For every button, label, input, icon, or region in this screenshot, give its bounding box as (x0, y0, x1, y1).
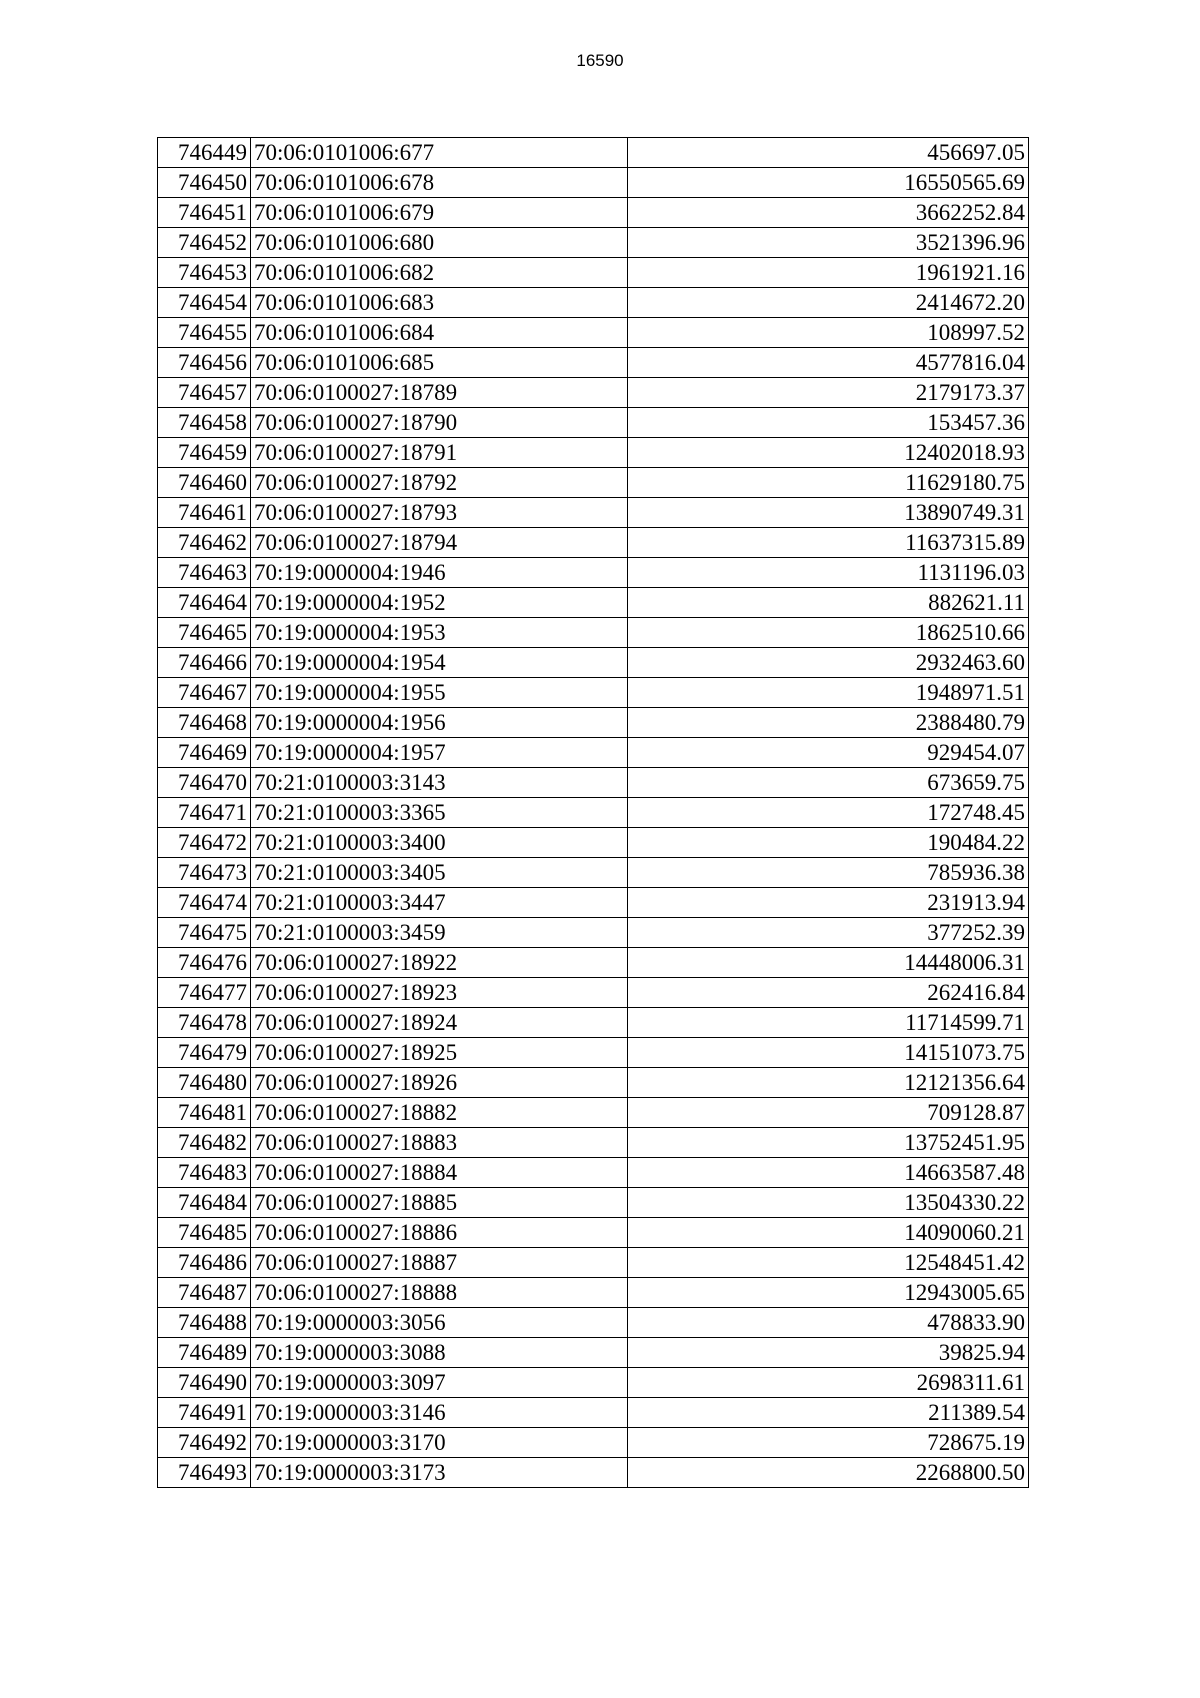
cadastral-value-cell: 172748.45 (628, 798, 1029, 828)
row-number-cell: 746472 (158, 828, 251, 858)
cadastral-number-cell: 70:06:0100027:18888 (251, 1278, 628, 1308)
table-row (158, 348, 1029, 378)
cadastral-number-cell: 70:06:0100027:18924 (251, 1008, 628, 1038)
cadastral-value-cell: 11629180.75 (628, 468, 1029, 498)
table-row (158, 678, 1029, 708)
cadastral-value-cell: 14448006.31 (628, 948, 1029, 978)
cadastral-value-cell: 13504330.22 (628, 1188, 1029, 1218)
row-number-cell: 746459 (158, 438, 251, 468)
cadastral-value-cell: 456697.05 (628, 138, 1029, 168)
row-number-cell: 746485 (158, 1218, 251, 1248)
row-number-cell: 746492 (158, 1428, 251, 1458)
row-number-cell: 746452 (158, 228, 251, 258)
row-number-cell: 746457 (158, 378, 251, 408)
row-number-cell: 746483 (158, 1158, 251, 1188)
table-row (158, 318, 1029, 348)
table-row (158, 738, 1029, 768)
row-number-cell: 746486 (158, 1248, 251, 1278)
table-row (158, 798, 1029, 828)
cadastral-value-cell: 3521396.96 (628, 228, 1029, 258)
cadastral-number-cell: 70:19:0000004:1952 (251, 588, 628, 618)
cadastral-value-cell: 929454.07 (628, 738, 1029, 768)
table-row (158, 948, 1029, 978)
cadastral-number-cell: 70:19:0000004:1956 (251, 708, 628, 738)
row-number-cell: 746480 (158, 1068, 251, 1098)
cadastral-value-table (157, 137, 1029, 1488)
table-row (158, 528, 1029, 558)
table-row (158, 1458, 1029, 1488)
row-number-cell: 746461 (158, 498, 251, 528)
cadastral-number-cell: 70:21:0100003:3447 (251, 888, 628, 918)
row-number-cell: 746469 (158, 738, 251, 768)
cadastral-number-cell: 70:06:0100027:18792 (251, 468, 628, 498)
table-row (158, 1098, 1029, 1128)
table-row (158, 228, 1029, 258)
cadastral-value-cell: 2268800.50 (628, 1458, 1029, 1488)
cadastral-number-cell: 70:21:0100003:3143 (251, 768, 628, 798)
table-row (158, 648, 1029, 678)
cadastral-number-cell: 70:06:0100027:18886 (251, 1218, 628, 1248)
row-number-cell: 746484 (158, 1188, 251, 1218)
cadastral-value-cell: 785936.38 (628, 858, 1029, 888)
cadastral-value-cell: 12548451.42 (628, 1248, 1029, 1278)
cadastral-number-cell: 70:06:0100027:18794 (251, 528, 628, 558)
table-row (158, 1278, 1029, 1308)
cadastral-number-cell: 70:19:0000004:1953 (251, 618, 628, 648)
cadastral-number-cell: 70:06:0101006:678 (251, 168, 628, 198)
table-row (158, 1128, 1029, 1158)
cadastral-number-cell: 70:06:0100027:18883 (251, 1128, 628, 1158)
row-number-cell: 746453 (158, 258, 251, 288)
cadastral-value-cell: 377252.39 (628, 918, 1029, 948)
row-number-cell: 746479 (158, 1038, 251, 1068)
cadastral-number-cell: 70:19:0000003:3170 (251, 1428, 628, 1458)
table-body (158, 138, 1029, 1488)
row-number-cell: 746464 (158, 588, 251, 618)
cadastral-value-cell: 709128.87 (628, 1098, 1029, 1128)
cadastral-number-cell: 70:06:0100027:18793 (251, 498, 628, 528)
cadastral-number-cell: 70:19:0000003:3088 (251, 1338, 628, 1368)
cadastral-number-cell: 70:06:0100027:18789 (251, 378, 628, 408)
cadastral-value-cell: 2932463.60 (628, 648, 1029, 678)
table-row (158, 1338, 1029, 1368)
table-row (158, 1368, 1029, 1398)
table-row (158, 198, 1029, 228)
table-row (158, 858, 1029, 888)
table-row (158, 918, 1029, 948)
cadastral-number-cell: 70:06:0100027:18922 (251, 948, 628, 978)
cadastral-value-cell: 1961921.16 (628, 258, 1029, 288)
cadastral-number-cell: 70:21:0100003:3365 (251, 798, 628, 828)
row-number-cell: 746470 (158, 768, 251, 798)
cadastral-value-cell: 882621.11 (628, 588, 1029, 618)
table-row (158, 618, 1029, 648)
cadastral-number-cell: 70:19:0000004:1955 (251, 678, 628, 708)
cadastral-number-cell: 70:06:0100027:18791 (251, 438, 628, 468)
table-row (158, 438, 1029, 468)
cadastral-number-cell: 70:19:0000003:3146 (251, 1398, 628, 1428)
cadastral-value-cell: 231913.94 (628, 888, 1029, 918)
row-number-cell: 746481 (158, 1098, 251, 1128)
row-number-cell: 746489 (158, 1338, 251, 1368)
cadastral-value-cell: 16550565.69 (628, 168, 1029, 198)
cadastral-value-cell: 12402018.93 (628, 438, 1029, 468)
cadastral-value-cell: 3662252.84 (628, 198, 1029, 228)
table-row (158, 1068, 1029, 1098)
table-row (158, 1428, 1029, 1458)
cadastral-number-cell: 70:06:0101006:682 (251, 258, 628, 288)
cadastral-value-cell: 11714599.71 (628, 1008, 1029, 1038)
row-number-cell: 746450 (158, 168, 251, 198)
row-number-cell: 746473 (158, 858, 251, 888)
cadastral-value-cell: 13752451.95 (628, 1128, 1029, 1158)
row-number-cell: 746490 (158, 1368, 251, 1398)
cadastral-number-cell: 70:19:0000003:3097 (251, 1368, 628, 1398)
cadastral-number-cell: 70:19:0000003:3056 (251, 1308, 628, 1338)
table-row (158, 1038, 1029, 1068)
row-number-cell: 746466 (158, 648, 251, 678)
cadastral-number-cell: 70:06:0101006:679 (251, 198, 628, 228)
table-row (158, 1008, 1029, 1038)
cadastral-value-cell: 14090060.21 (628, 1218, 1029, 1248)
row-number-cell: 746476 (158, 948, 251, 978)
cadastral-number-cell: 70:06:0100027:18887 (251, 1248, 628, 1278)
cadastral-value-cell: 108997.52 (628, 318, 1029, 348)
row-number-cell: 746471 (158, 798, 251, 828)
table-row (158, 768, 1029, 798)
cadastral-number-cell: 70:06:0100027:18882 (251, 1098, 628, 1128)
cadastral-number-cell: 70:06:0101006:683 (251, 288, 628, 318)
cadastral-number-cell: 70:21:0100003:3405 (251, 858, 628, 888)
table-row (158, 1218, 1029, 1248)
cadastral-value-cell: 2698311.61 (628, 1368, 1029, 1398)
table-row (158, 588, 1029, 618)
cadastral-value-cell: 478833.90 (628, 1308, 1029, 1338)
cadastral-number-cell: 70:06:0101006:680 (251, 228, 628, 258)
cadastral-value-cell: 211389.54 (628, 1398, 1029, 1428)
row-number-cell: 746482 (158, 1128, 251, 1158)
cadastral-value-cell: 12943005.65 (628, 1278, 1029, 1308)
table-row (158, 498, 1029, 528)
row-number-cell: 746465 (158, 618, 251, 648)
cadastral-value-cell: 13890749.31 (628, 498, 1029, 528)
row-number-cell: 746488 (158, 1308, 251, 1338)
cadastral-number-cell: 70:06:0100027:18925 (251, 1038, 628, 1068)
cadastral-value-cell: 1948971.51 (628, 678, 1029, 708)
row-number-cell: 746463 (158, 558, 251, 588)
row-number-cell: 746458 (158, 408, 251, 438)
cadastral-number-cell: 70:06:0101006:677 (251, 138, 628, 168)
cadastral-value-cell: 14151073.75 (628, 1038, 1029, 1068)
cadastral-number-cell: 70:06:0100027:18926 (251, 1068, 628, 1098)
cadastral-value-cell: 11637315.89 (628, 528, 1029, 558)
row-number-cell: 746491 (158, 1398, 251, 1428)
table-row (158, 1158, 1029, 1188)
row-number-cell: 746467 (158, 678, 251, 708)
table-row (158, 288, 1029, 318)
cadastral-number-cell: 70:19:0000004:1946 (251, 558, 628, 588)
row-number-cell: 746456 (158, 348, 251, 378)
table-row (158, 1308, 1029, 1338)
row-number-cell: 746460 (158, 468, 251, 498)
cadastral-value-cell: 4577816.04 (628, 348, 1029, 378)
row-number-cell: 746478 (158, 1008, 251, 1038)
table-row (158, 138, 1029, 168)
table-row (158, 558, 1029, 588)
row-number-cell: 746474 (158, 888, 251, 918)
cadastral-value-cell: 12121356.64 (628, 1068, 1029, 1098)
table-row (158, 1248, 1029, 1278)
cadastral-number-cell: 70:06:0100027:18885 (251, 1188, 628, 1218)
row-number-cell: 746487 (158, 1278, 251, 1308)
cadastral-value-cell: 153457.36 (628, 408, 1029, 438)
cadastral-value-cell: 728675.19 (628, 1428, 1029, 1458)
table-row (158, 168, 1029, 198)
cadastral-value-cell: 1131196.03 (628, 558, 1029, 588)
row-number-cell: 746468 (158, 708, 251, 738)
table-row (158, 828, 1029, 858)
row-number-cell: 746475 (158, 918, 251, 948)
table-row (158, 258, 1029, 288)
row-number-cell: 746477 (158, 978, 251, 1008)
cadastral-number-cell: 70:19:0000003:3173 (251, 1458, 628, 1488)
cadastral-value-cell: 190484.22 (628, 828, 1029, 858)
table-row (158, 1398, 1029, 1428)
cadastral-value-cell: 2388480.79 (628, 708, 1029, 738)
cadastral-number-cell: 70:19:0000004:1957 (251, 738, 628, 768)
cadastral-number-cell: 70:06:0100027:18790 (251, 408, 628, 438)
table-row (158, 708, 1029, 738)
cadastral-value-cell: 39825.94 (628, 1338, 1029, 1368)
row-number-cell: 746451 (158, 198, 251, 228)
table-row (158, 468, 1029, 498)
cadastral-number-cell: 70:21:0100003:3459 (251, 918, 628, 948)
cadastral-value-cell: 673659.75 (628, 768, 1029, 798)
cadastral-number-cell: 70:21:0100003:3400 (251, 828, 628, 858)
row-number-cell: 746449 (158, 138, 251, 168)
table-row (158, 408, 1029, 438)
cadastral-number-cell: 70:06:0100027:18923 (251, 978, 628, 1008)
cadastral-value-cell: 2414672.20 (628, 288, 1029, 318)
cadastral-number-cell: 70:06:0101006:685 (251, 348, 628, 378)
cadastral-value-cell: 14663587.48 (628, 1158, 1029, 1188)
cadastral-number-cell: 70:06:0100027:18884 (251, 1158, 628, 1188)
table-row (158, 378, 1029, 408)
row-number-cell: 746455 (158, 318, 251, 348)
table-row (158, 888, 1029, 918)
page-number: 16590 (576, 51, 624, 70)
row-number-cell: 746493 (158, 1458, 251, 1488)
row-number-cell: 746462 (158, 528, 251, 558)
cadastral-value-cell: 2179173.37 (628, 378, 1029, 408)
row-number-cell: 746454 (158, 288, 251, 318)
table-row (158, 978, 1029, 1008)
table-row (158, 1188, 1029, 1218)
cadastral-value-cell: 262416.84 (628, 978, 1029, 1008)
cadastral-number-cell: 70:06:0101006:684 (251, 318, 628, 348)
cadastral-value-cell: 1862510.66 (628, 618, 1029, 648)
cadastral-number-cell: 70:19:0000004:1954 (251, 648, 628, 678)
